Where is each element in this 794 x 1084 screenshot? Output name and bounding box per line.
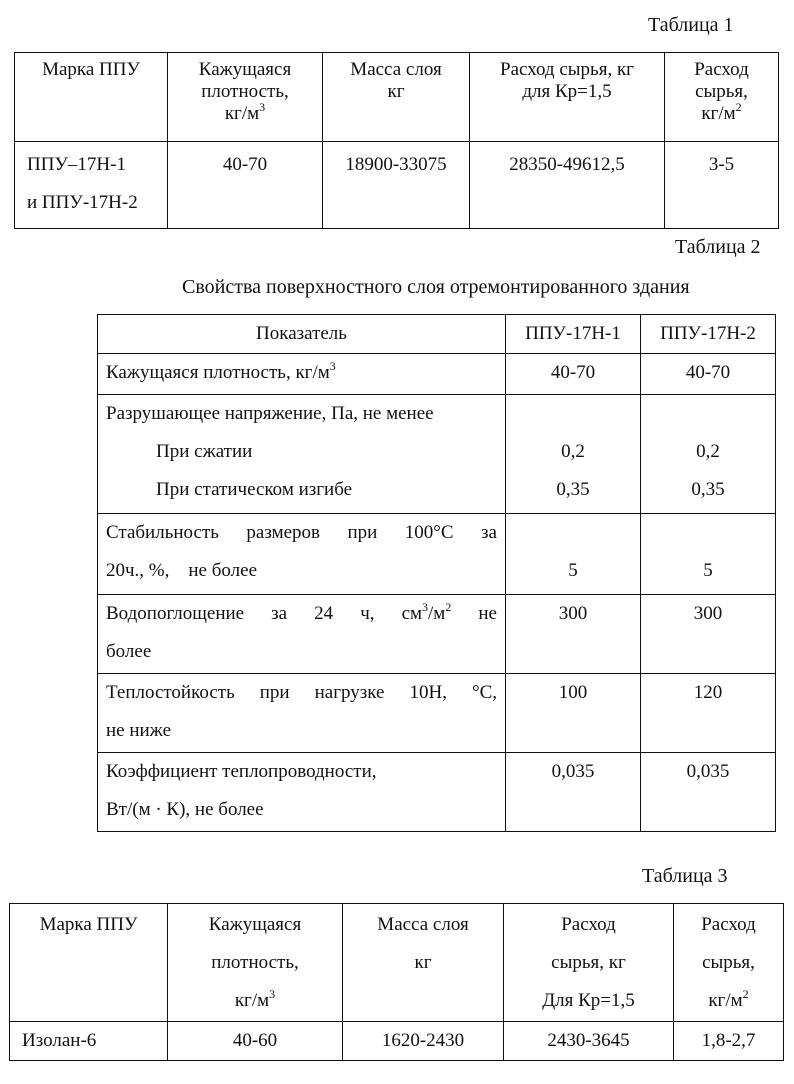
table1-cell-brand: ППУ–17Н-1 и ППУ-17Н-2 [15,142,168,229]
table3 [9,903,784,1061]
table-row [10,1022,784,1061]
table1-header-consumption-per-m2: Расход сырья, $кг/м^2$ [665,53,779,142]
table2-stability-v1: 5 [506,514,641,595]
table2-stress-v1: 0,2 0,35 [506,395,641,514]
table2-water-v2: 300 [641,595,776,674]
table2-conductivity-label: Коэффициент теплопроводности, Вт/(м · К), не более [98,753,506,832]
table3-cell-brand: Изолан-6 [10,1022,168,1061]
table2-density-v1: 40-70 [506,354,641,395]
table2-header-row [98,315,776,354]
table1 [14,52,779,229]
table2-caption: Таблица 2 [675,236,761,258]
table2-conductivity-v2: 0,035 [641,753,776,832]
table3-header-density: Кажущаяся плотность, $кг/м^3$ [168,904,343,1022]
table-row [98,354,776,395]
table2-stability-label: Стабильность размеров при 100°С за 20ч., %, не более [98,514,506,595]
table1-header-mass: Масса слоя кг [323,53,470,142]
table1-cell-consumption-per-m2: 3-5 [665,142,779,229]
table3-header-brand: Марка ППУ [10,904,168,1022]
table2-water-label: Водопоглощение за 24 ч, $см^3/м^2$ не более [98,595,506,674]
table2-header-indicator: Показатель [98,315,506,354]
table3-cell-consumption-per-m2: 1,8-2,7 [674,1022,784,1061]
table2-heat-label: Теплостойкость при нагрузке 10Н, °С, не ниже [98,674,506,753]
table2-header-col2: ППУ-17Н-2 [641,315,776,354]
table2-stress-label: Разрушающее напряжение, Па, не менее При сжатии При статическом изгибе [98,395,506,514]
table1-cell-mass: 18900-33075 [323,142,470,229]
table3-cell-mass: 1620-2430 [343,1022,504,1061]
table1-header-density: Кажущаяся плотность, $кг/м^3$ [168,53,323,142]
table1-caption: Таблица 1 [648,14,734,36]
table2 [97,314,776,832]
table1-cell-consumption: 28350-49612,5 [470,142,665,229]
table1-header-row [15,53,779,142]
table-row [15,142,779,229]
table3-header-mass: Масса слоя кг [343,904,504,1022]
table3-caption: Таблица 3 [642,865,728,887]
table2-water-v1: 300 [506,595,641,674]
table-row [98,674,776,753]
table1-cell-density: 40-70 [168,142,323,229]
table2-title: Свойства поверхностного слоя отремонтированного здания [182,276,690,298]
table3-header-consumption-per-m2: Расход сырья, $кг/м^2$ [674,904,784,1022]
table2-header-col1: ППУ-17Н-1 [506,315,641,354]
table2-heat-v2: 120 [641,674,776,753]
table1-header-consumption: Расход сырья, кг для Кр=1,5 [470,53,665,142]
table3-header-row [10,904,784,1022]
table-row [98,395,776,514]
table2-density-v2: 40-70 [641,354,776,395]
table2-stress-v2: 0,2 0,35 [641,395,776,514]
table1-header-brand: Марка ППУ [15,53,168,142]
table2-density-label: Кажущаяся плотность, $кг/м^3$ [98,354,506,395]
table3-cell-density: 40-60 [168,1022,343,1061]
table3-header-consumption: Расход сырья, кг Для Кр=1,5 [504,904,674,1022]
table2-heat-v1: 100 [506,674,641,753]
table2-conductivity-v1: 0,035 [506,753,641,832]
table-row [98,595,776,674]
table-row [98,753,776,832]
table2-stability-v2: 5 [641,514,776,595]
table3-cell-consumption: 2430-3645 [504,1022,674,1061]
table-row [98,514,776,595]
